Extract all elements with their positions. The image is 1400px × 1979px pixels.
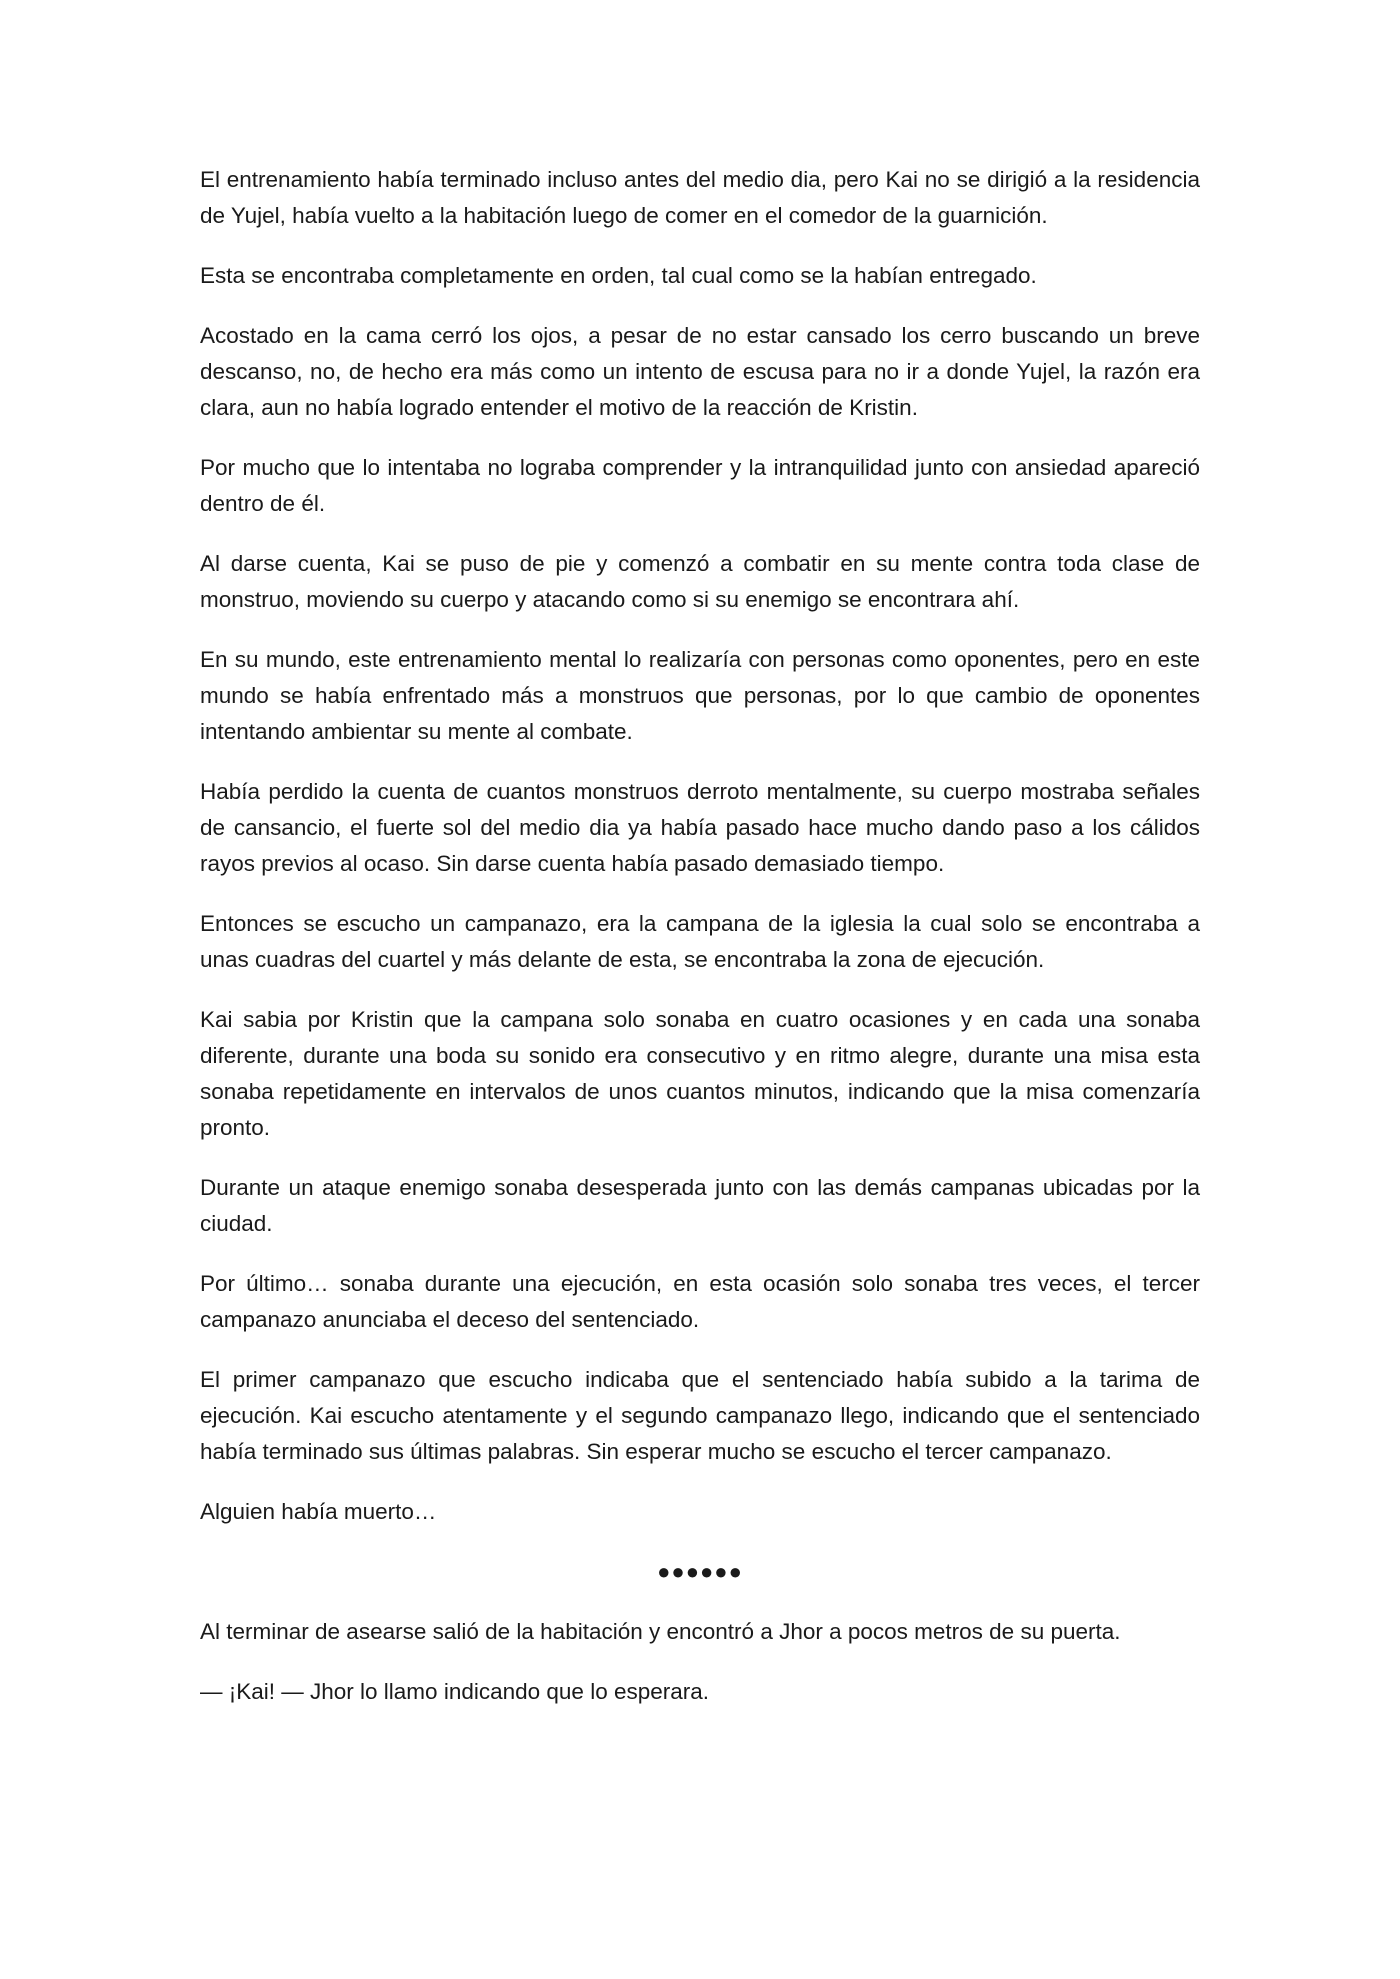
- paragraph-6: En su mundo, este entrenamiento mental lo realizaría con personas como oponentes, pero en este mundo se había enfrentado más a monstruos que personas, por lo que cambio de oponentes intentando ambientar su mente al combate.: [200, 647, 1200, 744]
- document-page: [200, 162, 1200, 1734]
- section-separator: ●●●●●●: [657, 1559, 743, 1584]
- paragraph-3: Acostado en la cama cerró los ojos, a pesar de no estar cansado los cerro buscando un breve descanso, no, de hecho era más como un intento de escusa para no ir a donde Yujel, la razón era clara, aun no había logrado entender el motivo de la reacción de Kristin.: [200, 323, 1200, 420]
- paragraph-8: Entonces se escucho un campanazo, era la campana de la iglesia la cual solo se encontraba a unas cuadras del cuartel y más delante de esta, se encontraba la zona de ejecución.: [200, 911, 1200, 972]
- paragraph-11: Por último… sonaba durante una ejecución, en esta ocasión solo sonaba tres veces, el tercer campanazo anunciaba el deceso del sentenciado.: [200, 1271, 1200, 1332]
- paragraph-12: El primer campanazo que escucho indicaba que el sentenciado había subido a la tarima de ejecución. Kai escucho atentamente y el segundo campanazo llego, indicando que el sentenciado había terminado sus últimas palabras. Sin esperar mucho se escucho el tercer campanazo.: [200, 1367, 1200, 1464]
- paragraph-1: El entrenamiento había terminado incluso antes del medio dia, pero Kai no se dirigió a la residencia de Yujel, había vuelto a la habitación luego de comer en el comedor de la guarnición.: [200, 167, 1200, 228]
- paragraph-5: Al darse cuenta, Kai se puso de pie y comenzó a combatir en su mente contra toda clase de monstruo, moviendo su cuerpo y atacando como si su enemigo se encontrara ahí.: [200, 551, 1200, 612]
- paragraph-4: Por mucho que lo intentaba no lograba comprender y la intranquilidad junto con ansiedad apareció dentro de él.: [200, 455, 1200, 516]
- paragraph-9: Kai sabia por Kristin que la campana solo sonaba en cuatro ocasiones y en cada una sonaba diferente, durante una boda su sonido era consecutivo y en ritmo alegre, durante una misa esta sonaba repetidamente en intervalos de unos cuantos minutos, indicando que la misa comenzaría pronto.: [200, 1007, 1200, 1140]
- paragraph-2: Esta se encontraba completamente en orden, tal cual como se la habían entregado.: [200, 263, 1037, 288]
- paragraph-10: Durante un ataque enemigo sonaba desesperada junto con las demás campanas ubicadas por la ciudad.: [200, 1175, 1200, 1236]
- dialogue-line: — ¡Kai! — Jhor lo llamo indicando que lo esperara.: [200, 1679, 710, 1704]
- paragraph-14: Al terminar de asearse salió de la habitación y encontró a Jhor a pocos metros de su puerta.: [200, 1619, 1121, 1644]
- paragraph-13: Alguien había muerto…: [200, 1499, 437, 1524]
- paragraph-7: Había perdido la cuenta de cuantos monstruos derroto mentalmente, su cuerpo mostraba señales de cansancio, el fuerte sol del medio dia ya había pasado hace mucho dando paso a los cálidos rayos previos al ocaso. Sin darse cuenta había pasado demasiado tiempo.: [200, 779, 1200, 876]
